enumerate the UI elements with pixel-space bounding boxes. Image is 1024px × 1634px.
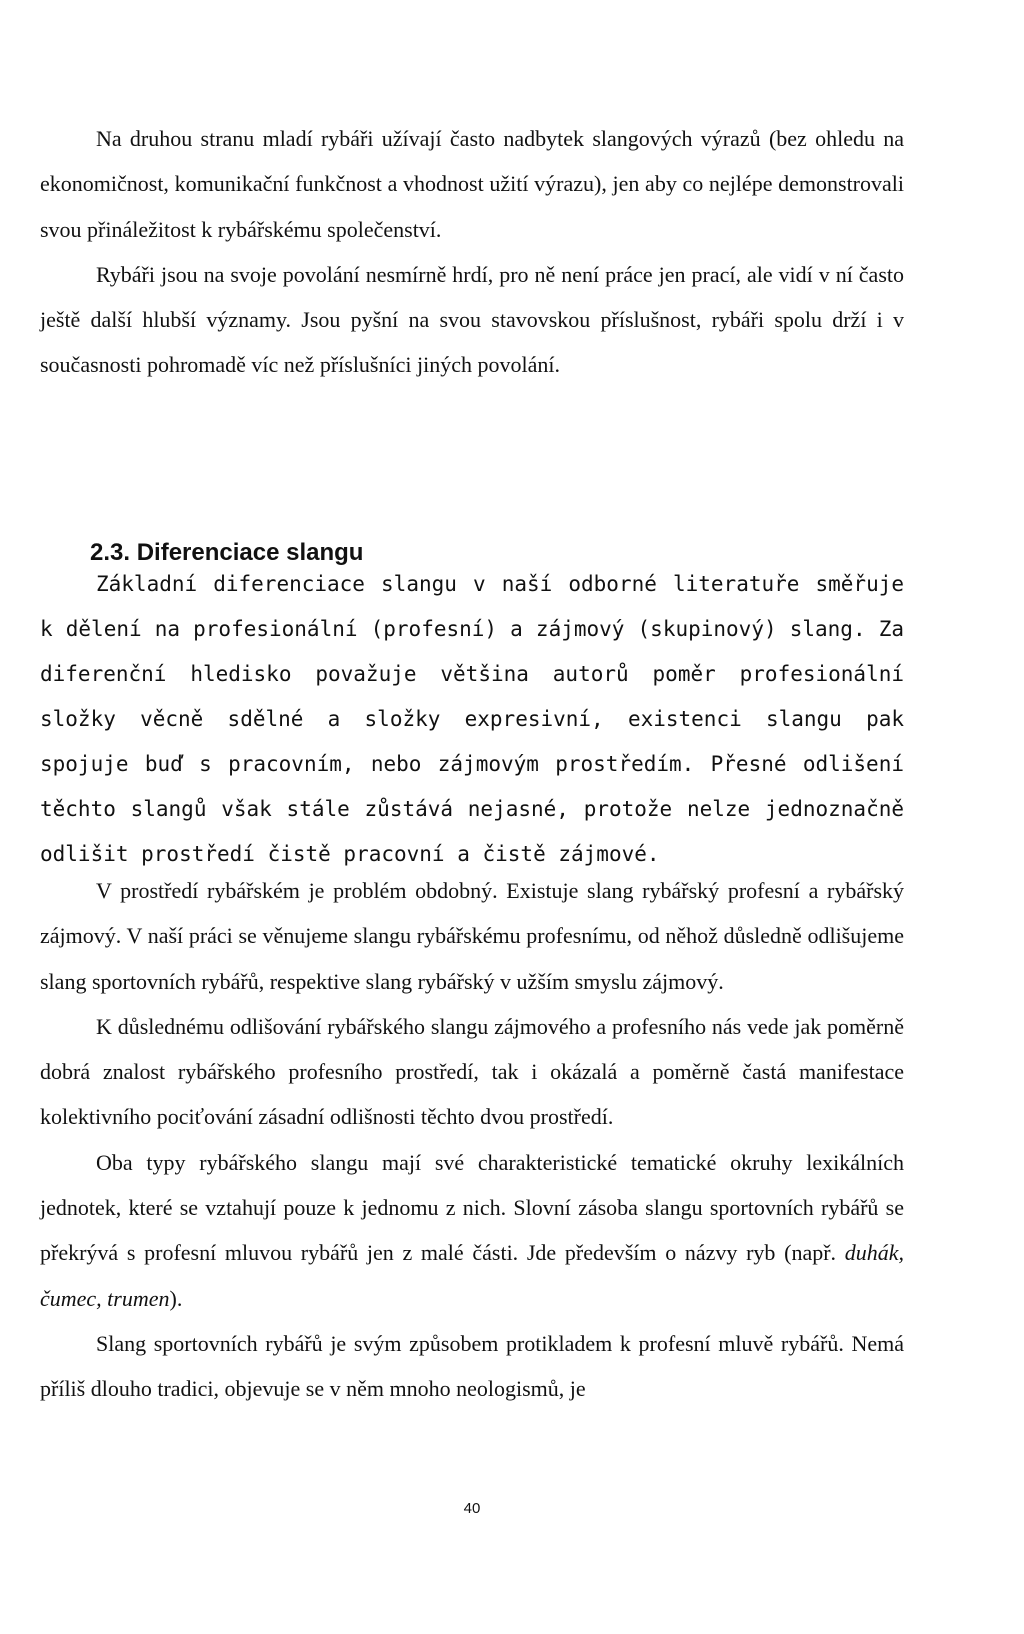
paragraph: Na druhou stranu mladí rybáři užívají často nadbytek slangových výrazů (bez ohledu na ekonomičnost, komunikační funkčnost a vhodnost užití výrazu), jen aby co nejlépe demonstrovali svou přináležitost k rybářskému společenství. [40,126,904,242]
page-number: 40 [463,1500,481,1517]
paragraph: K důslednému odlišování rybářského slangu zájmového a profesního nás vede jak poměrně dobrá znalost rybářského profesního prostředí, tak i okázalá a poměrně častá manifestace kolektivního pociťování zásadní odlišnosti těchto dvou prostředí. [40,1013,904,1130]
paragraph: Slang sportovních rybářů je svým způsobem protikladem k profesní mluvě rybářů. Nemá příliš dlouho tradici, objevuje se v něm mnoho neologismů, je [40,1330,904,1402]
document-page [40,0,904,1634]
paragraph-text-end: ). [169,1285,183,1311]
paragraph: V prostředí rybářském je problém obdobný. Existuje slang rybářský profesní a rybářský zájmový. V naší práci se věnujeme slangu rybářskému profesnímu, od něhož důsledně odlišujeme slang sportovních rybářů, respektive slang rybářský v užším smyslu zájmový. [40,878,904,994]
paragraph [40,1140,904,1321]
paragraph: Rybáři jsou na svoje povolání nesmírně hrdí, pro ně není práce jen prací, ale vidí v ní často ještě další hlubší významy. Jsou pyšní na svou stavovskou příslušnost, rybáři spolu drží i v současnosti pohromadě víc než příslušníci jiných povolání. [40,261,904,378]
differentiation-section [40,562,904,877]
body-section [40,868,904,1412]
intro-section [40,116,904,388]
section-heading: 2.3. Diferenciace slangu [90,539,364,566]
fish-name-examples: duhák, čumec, trumen [40,1240,904,1311]
paragraph: Základní diferenciace slangu v naší odborné literatuře směřuje k dělení na profesionální (profesní) a zájmový (skupinový) slang. Za diferenční hledisko považuje většina autorů poměr profesionální složky věcně sdělné a složky expresivní, existenci slangu pak spojuje buď s pracovním, nebo zájmovým prostředím. Přesné odlišení těchto slangů však stále zůstává nejasné, protože nelze jednoznačně odlišit prostředí čistě pracovní a čistě zájmové. [40,572,904,866]
paragraph-text: Oba typy rybářského slangu mají své charakteristické tematické okruhy lexikálních jednotek, které se vztahují pouze k jednomu z nich. Slovní zásoba slangu sportovních rybářů se překrývá s profesní mluvou rybářů jen z malé části. Jde především o názvy ryb (např. [40,1149,904,1266]
